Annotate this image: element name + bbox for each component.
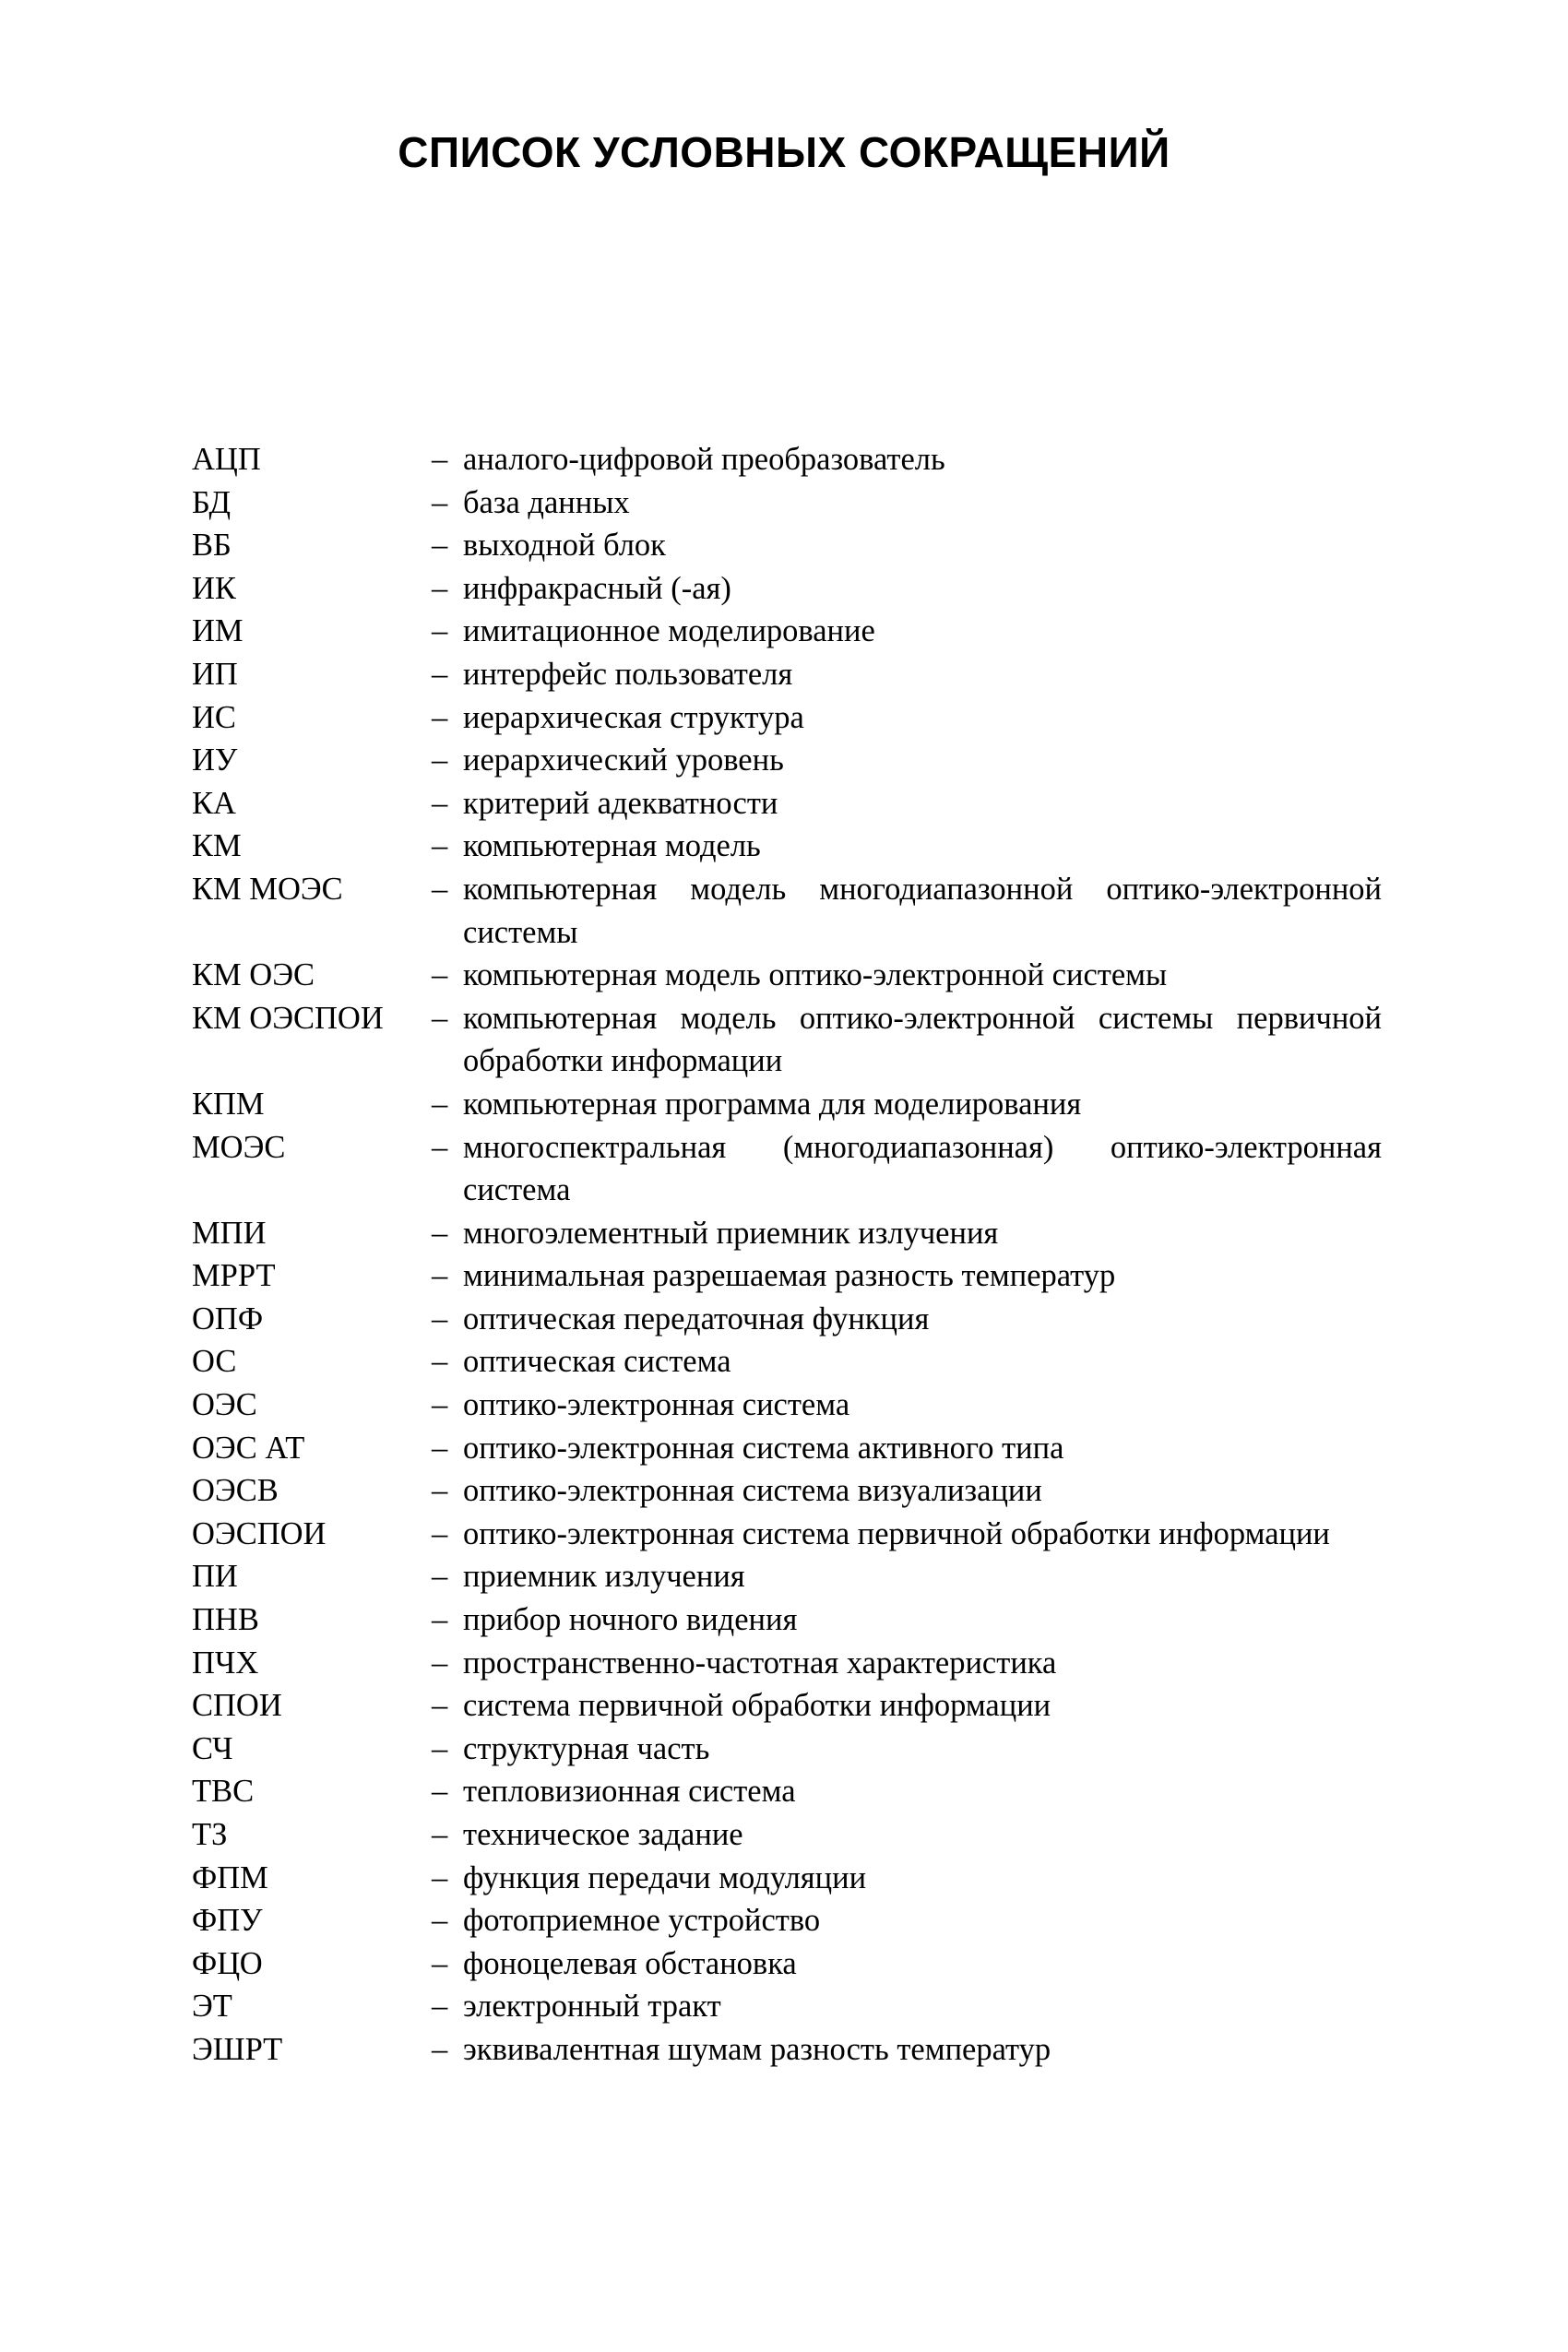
abbreviation-definition: критерий адекватности (463, 785, 778, 821)
abbreviation-entry (192, 524, 1382, 567)
dash-separator: – (432, 1602, 448, 1638)
abbreviation-term: ПЧХ (192, 1645, 259, 1681)
abbreviation-entry (192, 1770, 1382, 1813)
abbreviation-term: СЧ (192, 1730, 233, 1766)
abbreviation-term: КМ (192, 828, 242, 864)
abbreviation-definition: компьютерная модель многодиапазонной оптико-электронной системы (463, 871, 1382, 950)
abbreviation-definition: минимальная разрешаемая разность температур (463, 1258, 1116, 1294)
dash-separator: – (432, 1774, 448, 1810)
abbreviation-term: МРРТ (192, 1258, 276, 1294)
abbreviation-entry (192, 1212, 1382, 1255)
dash-separator: – (432, 1515, 448, 1551)
abbreviation-definition: имитационное моделирование (463, 613, 875, 649)
abbreviation-entry (192, 997, 1382, 1083)
abbreviation-entry (192, 610, 1382, 653)
dash-separator: – (432, 1817, 448, 1852)
abbreviation-definition: техническое задание (463, 1817, 743, 1852)
abbreviation-entry (192, 1469, 1382, 1513)
abbreviation-entry (192, 1857, 1382, 1900)
dash-separator: – (432, 1645, 448, 1681)
abbreviation-definition: тепловизионная система (463, 1774, 796, 1810)
abbreviation-term: ОЭС (192, 1387, 257, 1423)
abbreviation-entry (192, 438, 1382, 481)
abbreviation-term: КПМ (192, 1086, 265, 1122)
abbreviation-definition: оптико-электронная система визуализации (463, 1473, 1042, 1509)
abbreviation-entry (192, 1985, 1382, 2028)
abbreviation-definition: оптико-электронная система первичной обработки информации (463, 1515, 1330, 1551)
abbreviation-term: ФПМ (192, 1859, 268, 1895)
abbreviation-definition: оптико-электронная система (463, 1387, 850, 1423)
abbreviation-term: ПНВ (192, 1602, 259, 1638)
abbreviation-term: КМ ОЭС (192, 957, 315, 993)
abbreviation-definition: иерархический уровень (463, 742, 784, 778)
abbreviation-definition: инфракрасный (-ая) (463, 570, 731, 606)
dash-separator: – (432, 2031, 448, 2067)
dash-separator: – (432, 1473, 448, 1509)
abbreviation-term: ПИ (192, 1559, 238, 1595)
abbreviation-term: МОЭС (192, 1129, 286, 1165)
page-title: СПИСОК УСЛОВНЫХ СОКРАЩЕНИЙ (398, 128, 1170, 176)
abbreviation-definition: компьютерная модель (463, 828, 761, 864)
abbreviation-term: ОЭС АТ (192, 1430, 305, 1466)
abbreviation-entry (192, 1384, 1382, 1427)
abbreviation-entry (192, 1083, 1382, 1126)
abbreviation-term: БД (192, 484, 232, 520)
abbreviation-definition: многоспектральная (многодиапазонная) оптико-электронная система (463, 1129, 1382, 1208)
abbreviation-definition: выходной блок (463, 528, 666, 564)
abbreviation-definition: функция передачи модуляции (463, 1859, 867, 1895)
dash-separator: – (432, 1129, 448, 1165)
abbreviation-definition: аналого-цифровой преобразователь (463, 442, 945, 477)
abbreviation-entry (192, 1598, 1382, 1642)
abbreviation-term: ОПФ (192, 1301, 264, 1336)
abbreviation-entry (192, 825, 1382, 868)
dash-separator: – (432, 1559, 448, 1595)
abbreviation-entry (192, 1298, 1382, 1341)
dash-separator: – (432, 570, 448, 606)
abbreviation-definition: оптическая система (463, 1344, 731, 1380)
abbreviation-term: ОС (192, 1344, 237, 1380)
abbreviation-term: ИП (192, 656, 238, 692)
abbreviation-entry (192, 2028, 1382, 2072)
abbreviation-term: ОЭСПОИ (192, 1515, 327, 1551)
abbreviation-entry (192, 1942, 1382, 1986)
abbreviation-term: ТВС (192, 1774, 255, 1810)
abbreviation-definition: оптико-электронная система активного типа (463, 1430, 1064, 1466)
dash-separator: – (432, 699, 448, 735)
abbreviation-definition: эквивалентная шумам разность температур (463, 2031, 1051, 2067)
abbreviation-definition: фотоприемное устройство (463, 1903, 821, 1939)
dash-separator: – (432, 1258, 448, 1294)
dash-separator: – (432, 742, 448, 778)
abbreviation-entry (192, 1642, 1382, 1685)
abbreviation-term: МПИ (192, 1215, 267, 1251)
dash-separator: – (432, 1215, 448, 1251)
dash-separator: – (432, 1000, 448, 1036)
dash-separator: – (432, 528, 448, 564)
dash-separator: – (432, 785, 448, 821)
abbreviation-entry (192, 696, 1382, 740)
abbreviation-definition: интерфейс пользователя (463, 656, 793, 692)
abbreviation-entry (192, 567, 1382, 611)
abbreviation-list (192, 438, 1382, 2072)
abbreviation-term: ОЭСВ (192, 1473, 279, 1509)
abbreviation-entry (192, 782, 1382, 826)
dash-separator: – (432, 484, 448, 520)
abbreviation-definition: приемник излучения (463, 1559, 745, 1595)
abbreviation-definition: электронный тракт (463, 1989, 721, 2025)
abbreviation-term: ИС (192, 699, 236, 735)
abbreviation-entry (192, 1555, 1382, 1598)
abbreviation-term: ЭТ (192, 1989, 232, 2025)
abbreviation-definition: многоэлементный приемник излучения (463, 1215, 999, 1251)
abbreviation-definition: структурная часть (463, 1730, 710, 1766)
abbreviation-term: АЦП (192, 442, 261, 477)
abbreviation-entry (192, 739, 1382, 782)
dash-separator: – (432, 828, 448, 864)
dash-separator: – (432, 1086, 448, 1122)
abbreviation-term: ЭШРТ (192, 2031, 283, 2067)
abbreviation-entry (192, 954, 1382, 997)
abbreviation-term: СПОИ (192, 1688, 282, 1724)
abbreviation-entry (192, 868, 1382, 954)
dash-separator: – (432, 1430, 448, 1466)
dash-separator: – (432, 656, 448, 692)
dash-separator: – (432, 1387, 448, 1423)
abbreviation-entry (192, 1340, 1382, 1384)
abbreviation-definition: база данных (463, 484, 630, 520)
abbreviation-term: ФЦО (192, 1945, 263, 1981)
abbreviation-entry (192, 1126, 1382, 1212)
dash-separator: – (432, 613, 448, 649)
abbreviation-definition: пространственно-частотная характеристика (463, 1645, 1057, 1681)
dash-separator: – (432, 1903, 448, 1939)
abbreviation-entry (192, 1899, 1382, 1942)
abbreviation-entry (192, 653, 1382, 696)
abbreviation-definition: прибор ночного видения (463, 1602, 798, 1638)
abbreviation-entry (192, 1728, 1382, 1771)
abbreviation-entry (192, 1813, 1382, 1857)
abbreviation-definition: компьютерная программа для моделирования (463, 1086, 1082, 1122)
abbreviation-entry (192, 1427, 1382, 1470)
abbreviation-term: КА (192, 785, 236, 821)
abbreviation-entry (192, 481, 1382, 525)
abbreviation-definition: компьютерная модель оптико-электронной системы (463, 957, 1168, 993)
dash-separator: – (432, 442, 448, 477)
abbreviation-term: ВБ (192, 528, 232, 564)
abbreviation-term: ИМ (192, 613, 244, 649)
dash-separator: – (432, 1945, 448, 1981)
dash-separator: – (432, 1989, 448, 2025)
abbreviation-definition: фоноцелевая обстановка (463, 1945, 797, 1981)
abbreviation-definition: оптическая передаточная функция (463, 1301, 930, 1336)
abbreviation-entry (192, 1254, 1382, 1298)
abbreviation-definition: система первичной обработки информации (463, 1688, 1051, 1724)
abbreviation-term: ТЗ (192, 1817, 228, 1852)
abbreviation-term: ФПУ (192, 1903, 263, 1939)
dash-separator: – (432, 871, 448, 907)
abbreviation-term: КМ МОЭС (192, 871, 343, 907)
dash-separator: – (432, 957, 448, 993)
abbreviation-definition: иерархическая структура (463, 699, 804, 735)
dash-separator: – (432, 1344, 448, 1380)
abbreviation-term: ИК (192, 570, 236, 606)
abbreviation-term: ИУ (192, 742, 238, 778)
dash-separator: – (432, 1301, 448, 1336)
abbreviation-definition: компьютерная модель оптико-электронной системы первичной обработки информации (463, 1000, 1382, 1079)
abbreviation-entry (192, 1684, 1382, 1728)
abbreviation-term: КМ ОЭСПОИ (192, 1000, 384, 1036)
abbreviation-entry (192, 1513, 1382, 1556)
dash-separator: – (432, 1730, 448, 1766)
dash-separator: – (432, 1688, 448, 1724)
dash-separator: – (432, 1859, 448, 1895)
